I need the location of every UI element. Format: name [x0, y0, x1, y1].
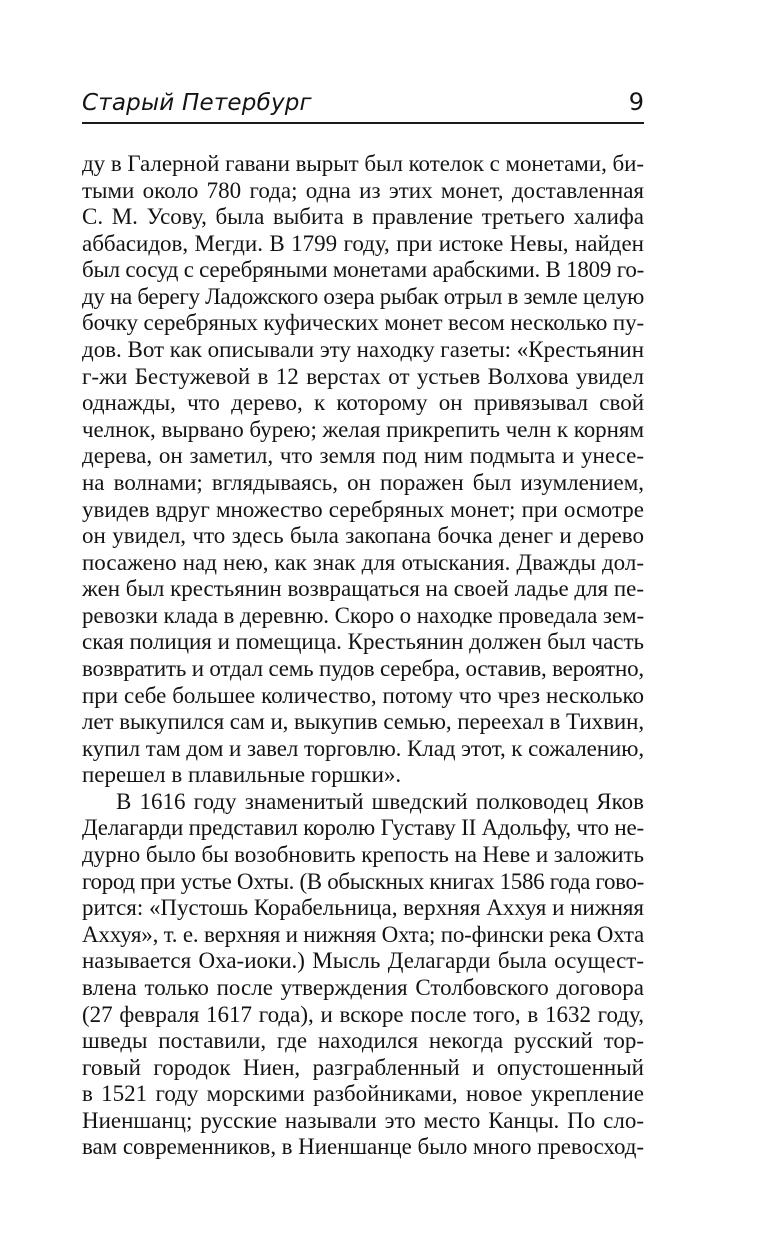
page-number: 9 — [628, 88, 644, 116]
text-line: он увидел, что здесь была закопана бочка денег и дерево — [82, 523, 644, 549]
text-line: рится: «Пустошь Корабельница, верхняя Аххуя и нижняя — [82, 895, 644, 921]
text-line: С. М. Усову, была выбита в правление третьего халифа — [82, 204, 644, 230]
text-line: бочку серебряных куфических монет весом несколько пу- — [82, 310, 644, 336]
text-line: дерева, он заметил, что земля под ним подмыта и унесе- — [82, 443, 644, 469]
text-line: называется Оха-иоки.) Мысль Делагарди была осущест- — [82, 948, 644, 974]
body-text — [82, 151, 644, 1161]
text-line: купил там дом и завел торговлю. Клад этот, к сожалению, — [82, 735, 644, 761]
text-line: увидев вдруг множество серебряных монет; при осмотре — [82, 496, 644, 522]
text-line: город при устье Охты. (В обыскных книгах 1586 года гово- — [82, 868, 644, 894]
text-line: В 1616 году знаменитый шведский полководец Яков — [116, 788, 644, 814]
text-line: возвратить и отдал семь пудов серебра, оставив, вероятно, — [82, 655, 644, 681]
text-line: вам современников, в Ниеншанце было много превосход- — [82, 1134, 644, 1160]
running-title: Старый Петербург — [82, 90, 312, 116]
text-line: тыми около 780 года; одна из этих монет, доставленная — [82, 177, 644, 203]
text-line: перешел в плавильные горшки». — [82, 762, 402, 788]
text-line: аббасидов, Мегди. В 1799 году, при истоке Невы, найден — [82, 230, 644, 256]
text-line: шведы поставили, где находился некогда русский тор- — [82, 1028, 644, 1054]
text-line: Делагарди представил королю Густаву II Адольфу, что не- — [82, 815, 644, 841]
text-line: (27 февраля 1617 года), и вскоре после того, в 1632 году, — [82, 1001, 644, 1027]
text-line: ревозки клада в деревню. Скоро о находке проведала зем- — [82, 602, 645, 628]
text-line: жен был крестьянин возвращаться на своей ладье для пе- — [82, 576, 645, 602]
text-line: в 1521 году морскими разбойниками, новое укрепление — [82, 1081, 644, 1107]
text-line: челнок, вырвано бурею; желая прикрепить челн к корням — [82, 416, 644, 442]
paragraph-2 — [82, 789, 644, 1161]
text-line: дурно было бы возобновить крепость на Неве и заложить — [82, 842, 644, 868]
text-line: лет выкупился сам и, выкупив семью, переехал в Тихвин, — [82, 709, 644, 735]
text-line: Аххуя», т. е. верхняя и нижняя Охта; по-фински река Охта — [82, 921, 645, 947]
running-header — [82, 86, 644, 124]
text-line: ская полиция и помещица. Крестьянин должен был часть — [82, 629, 644, 655]
text-line: влена только после утверждения Столбовского договора — [82, 974, 644, 1000]
text-line: был сосуд с серебряными монетами арабскими. В 1809 го- — [82, 257, 645, 283]
text-line: ду в Галерной гавани вырыт был котелок с монетами, би- — [82, 151, 645, 176]
paragraph-1 — [82, 151, 644, 789]
text-line: посажено над нею, как знак для отыскания. Дважды дол- — [82, 549, 644, 575]
text-line: на волнами; вглядываясь, он поражен был изумлением, — [82, 469, 644, 495]
text-line: однажды, что дерево, к которому он привязывал свой — [82, 390, 644, 416]
text-line: Ниеншанц; русские называли это место Канцы. По сло- — [82, 1107, 644, 1133]
text-line: ду на берегу Ладожского озера рыбак отрыл в земле целую — [82, 283, 645, 309]
text-line: говый городок Ниен, разграбленный и опустошенный — [82, 1054, 644, 1080]
text-line: при себе большее количество, потому что чрез несколько — [82, 682, 644, 708]
text-line: дов. Вот как описывали эту находку газеты: «Крестьянин — [82, 337, 644, 363]
text-line: г-жи Бестужевой в 12 верстах от устьев Волхова увидел — [82, 363, 644, 389]
